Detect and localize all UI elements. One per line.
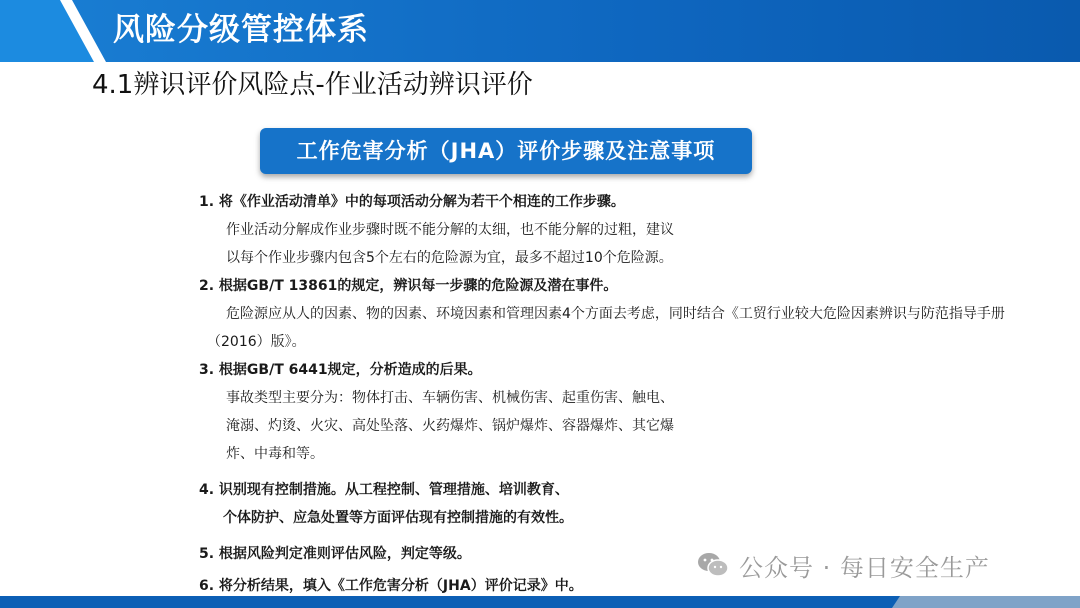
step-3 bbox=[199, 356, 1069, 468]
wechat-icon bbox=[697, 551, 729, 579]
step-6-title: 6. 将分析结果，填入《工作危害分析（JHA）评价记录》中。 bbox=[199, 578, 583, 594]
step-1-title: 1. 将《作业活动清单》中的每项活动分解为若干个相连的工作步骤。 bbox=[199, 194, 625, 210]
step-4-title: 4. 识别现有控制措施。从工程控制、管理措施、培训教育、 bbox=[199, 482, 569, 498]
step-2 bbox=[199, 272, 1069, 356]
slide-title: 风险分级管控体系 bbox=[113, 12, 369, 48]
step-3-line: 炸、中毒和等。 bbox=[226, 446, 324, 462]
watermark-text: 公众号 · 每日安全生产 bbox=[739, 553, 990, 582]
step-3-title: 3. 根据GB/T 6441规定，分析造成的后果。 bbox=[199, 362, 482, 378]
step-4-title-cont: 个体防护、应急处置等方面评估现有控制措施的有效性。 bbox=[223, 510, 573, 526]
watermark bbox=[697, 548, 990, 582]
slide-subtitle: 4.1辨识评价风险点-作业活动辨识评价 bbox=[92, 70, 533, 100]
step-1 bbox=[199, 188, 1069, 272]
step-5-title: 5. 根据风险判定准则评估风险，判定等级。 bbox=[199, 546, 471, 562]
step-2-line: （2016）版》。 bbox=[207, 334, 306, 350]
step-1-line: 作业活动分解成作业步骤时既不能分解的太细，也不能分解的过粗，建议 bbox=[226, 222, 674, 238]
footer-accent bbox=[892, 596, 1080, 608]
section-heading: 工作危害分析（JHA）评价步骤及注意事项 bbox=[260, 128, 752, 174]
step-3-line: 淹溺、灼烫、火灾、高处坠落、火药爆炸、锅炉爆炸、容器爆炸、其它爆 bbox=[226, 418, 674, 434]
step-4 bbox=[199, 476, 1069, 532]
step-1-line: 以每个作业步骤内包含5个左右的危险源为宜，最多不超过10个危险源。 bbox=[226, 250, 673, 266]
step-2-line: 危险源应从人的因素、物的因素、环境因素和管理因素4个方面去考虑，同时结合《工贸行业较大危险因素辨识与防范指导手册 bbox=[226, 306, 1005, 322]
steps-list bbox=[199, 188, 1069, 600]
step-3-line: 事故类型主要分为：物体打击、车辆伤害、机械伤害、起重伤害、触电、 bbox=[226, 390, 674, 406]
step-2-title: 2. 根据GB/T 13861的规定，辨识每一步骤的危险源及潜在事件。 bbox=[199, 278, 618, 294]
